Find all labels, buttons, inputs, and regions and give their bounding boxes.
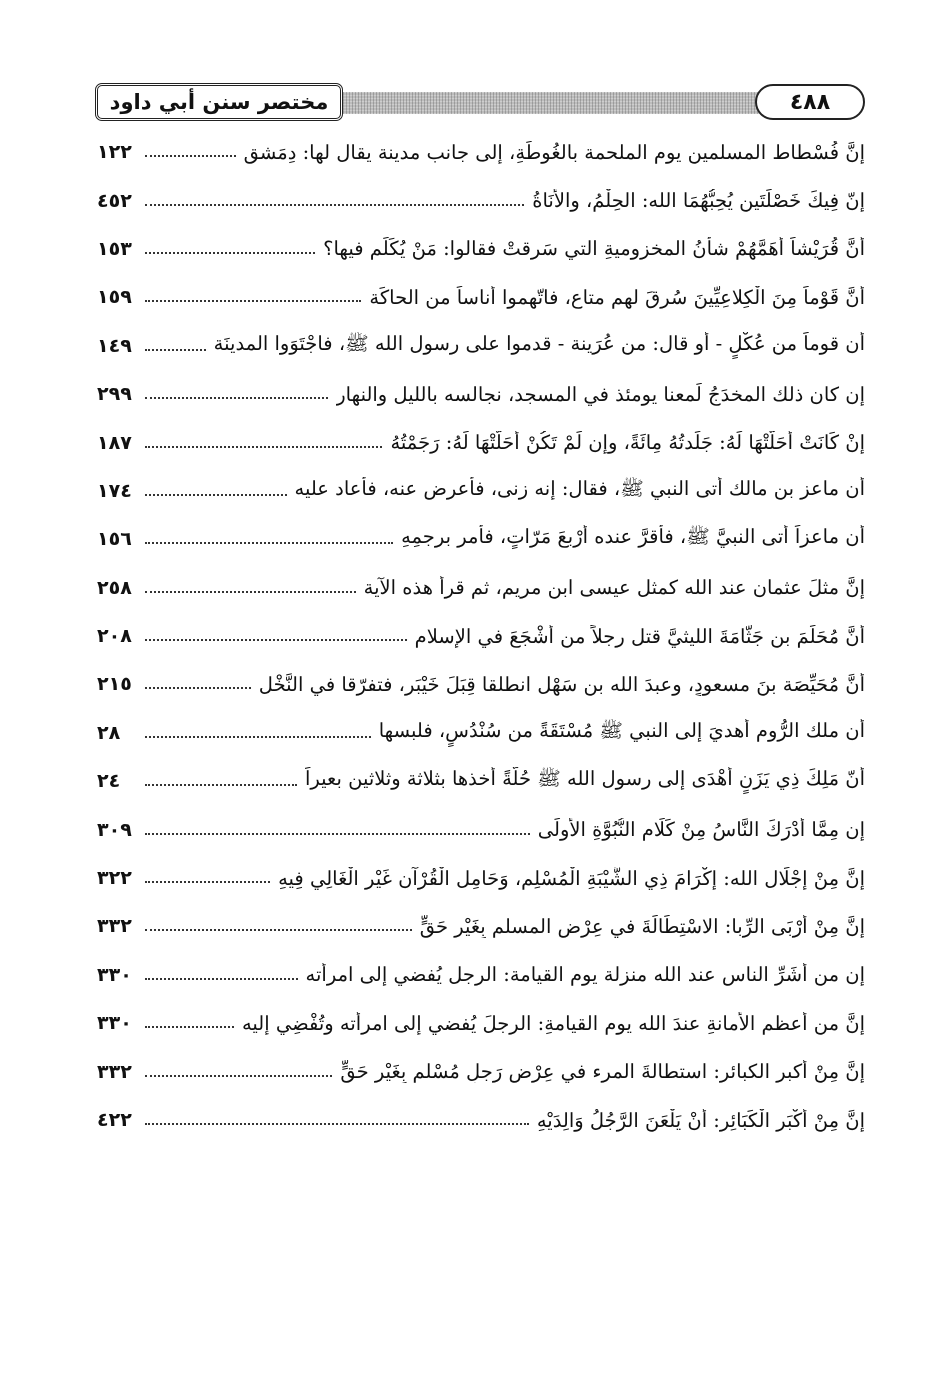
entry-text: إنّ فِيكَ خَصْلَتَينِ يُحِبُّهُمَا الله: الحِلْمُ، والأَنَاةُ — [532, 189, 865, 213]
index-entry — [97, 273, 865, 321]
entry-text: أنَّ مُحَلِّمَ بن جَثَّامَةَ الليثيَّ قتل رجلاً من أَشْجَعَ في الإسلام — [414, 624, 865, 648]
dot-leader — [145, 591, 356, 593]
entry-page-number: ٢٨ — [97, 721, 121, 744]
entry-page-number: ١٢٢ — [97, 141, 132, 164]
dot-leader — [145, 349, 206, 351]
entry-page-number: ٢١٥ — [97, 673, 132, 696]
entry-text: إن من أَشَرِّ الناس عند الله منزلة يوم القيامة: الرجل يُفضي إلى امرأته — [305, 963, 865, 987]
entry-text: إنَّ مثلَ عثمان عند الله كمثلِ عيسى ابن مريم، ثم قرأ هذه الآية — [363, 576, 865, 600]
dot-leader — [145, 784, 297, 786]
entry-page-number: ٣٣٢ — [97, 915, 132, 938]
entry-text: أن ملك الرُّوم أهديَ إلى النبي ﷺ مُسْتَقَةً من سُنْدُسٍ، فلبسها — [378, 718, 865, 742]
index-entry — [97, 805, 865, 853]
entry-text: إنْ كَانَتْ أَحَلَّتْهَا لَهُ: جَلَدتُهُ مِائَةً، وإن لَمْ تَكُنْ أَحَلَّتْهَا لَهُ: رَجَمْتُهُ — [390, 431, 865, 455]
entry-text: أن ماعز بن مالك أتى النبي ﷺ، فقال: إنه زنى، فأعرض عنه، فأعاد عليه — [294, 476, 865, 500]
entry-page-number: ١٥٣ — [97, 237, 132, 260]
dot-leader — [145, 881, 270, 883]
entry-page-number: ٤٢٢ — [97, 1109, 132, 1131]
entry-page-number: ٤٥٢ — [97, 189, 132, 212]
dot-leader — [145, 1075, 332, 1077]
dot-leader — [145, 833, 530, 835]
dot-leader — [145, 155, 236, 157]
book-title: مختصر سنن أبي داود — [109, 90, 329, 114]
dot-leader — [145, 300, 361, 302]
entry-text: إنَّ فُسْطاط المسلمين يوم الملحمة بالغُوطَةِ، إلى جانب مدينة يقال لها: دِمَشق — [243, 140, 865, 164]
dot-leader — [145, 252, 315, 254]
dot-leader — [145, 736, 371, 738]
entry-page-number: ١٥٩ — [97, 286, 132, 309]
page-number-frame — [755, 84, 865, 120]
index-entry — [97, 757, 865, 805]
entry-page-number: ٣٣٢ — [97, 1060, 132, 1083]
dot-leader — [145, 639, 407, 641]
dot-leader — [145, 1026, 234, 1028]
index-entry — [97, 515, 865, 563]
entry-text: إن مِمَّا أَدْرَكَ النَّاسُ مِنْ كَلَامِ النُّبُوَّةِ الأُولَى — [537, 818, 865, 842]
page-header — [95, 83, 865, 123]
index-entry — [97, 999, 865, 1047]
entry-page-number: ١٥٦ — [97, 528, 132, 551]
entry-page-number: ٣٣٠ — [97, 963, 132, 986]
index-entry — [97, 612, 865, 660]
entry-text: أن ماعزاً أتى النبيَّ ﷺ، فأقرَّ عنده أَرْبعَ مَرّاتٍ، فأمر برجمِهِ — [401, 525, 865, 549]
index-entry — [97, 951, 865, 999]
entry-text: إنَّ مِنْ أَرْبَى الرِّبا: الاسْتِطَالَةَ في عِرْضِ المسلم بِغَيْرِ حَقٍّ — [419, 914, 865, 938]
index-entry — [97, 370, 865, 418]
index-entry — [97, 660, 865, 708]
page-number: ٤٨٨ — [789, 89, 831, 115]
index-entry — [97, 564, 865, 612]
hadith-index-list — [97, 128, 865, 1144]
dot-leader — [145, 446, 382, 448]
entry-text: إنَّ من أعظم الأمانةِ عندَ الله يوم القيامةِ: الرجلَ يُفضي إلى امرأته وتُفْضِي إليه — [241, 1011, 865, 1035]
entry-text: إنَّ مِنْ إجْلَالِ الله: إكْرَامَ ذِي الشَّيْبَةِ الْمُسْلِمِ، وَحَامِلِ الْقُرْآنِ غَيْرِ الْغَالِي فِيهِ — [278, 866, 865, 890]
index-entry — [97, 467, 865, 515]
entry-page-number: ٢٩٩ — [97, 383, 132, 406]
dot-leader — [145, 929, 412, 931]
index-entry — [97, 225, 865, 273]
dot-leader — [145, 204, 524, 206]
index-entry — [97, 854, 865, 902]
entry-page-number: ١٨٧ — [97, 431, 132, 454]
index-entry — [97, 418, 865, 466]
entry-page-number: ١٧٤ — [97, 479, 132, 502]
entry-page-number: ٣٣٠ — [97, 1012, 132, 1035]
index-entry — [97, 128, 865, 176]
dot-leader — [145, 978, 298, 980]
entry-page-number: ١٤٩ — [97, 334, 132, 357]
entry-text: أنَّ مُحَيِّصَة بنَ مسعودٍ، وعبدَ الله بن سَهْل انطلقا قِبَلَ خَيْبَر، فتفرّقا في النَّخْلِ — [258, 672, 865, 696]
index-entry — [97, 1047, 865, 1095]
dot-leader — [145, 397, 328, 399]
entry-page-number: ٣٠٩ — [97, 818, 132, 841]
index-entry — [97, 1096, 865, 1144]
entry-text: إن كان ذلك المخدَجُ لَمعنا يومئذ في المسجد، نجالسه بالليل والنهار — [336, 382, 865, 406]
index-entry — [97, 176, 865, 224]
index-entry — [97, 322, 865, 370]
index-entry — [97, 709, 865, 757]
entry-text: أنَّ قُرَيْشاً أَهَمَّهُمْ شأنُ المخزوميةِ التي سَرقتْ فقالوا: مَنْ يُكَلِّم فيها؟ — [323, 237, 865, 261]
entry-page-number: ٢٥٨ — [97, 576, 132, 599]
index-entry — [97, 902, 865, 950]
entry-page-number: ٢٠٨ — [97, 625, 132, 648]
entry-text: أنّ مَلِكَ ذِي يَزَنٍ أَهْدَى إلى رسول الله ﷺ حُلَّةً أخذها بثلاثة وثلاثين بعيراً — [305, 767, 865, 791]
entry-text: إنَّ مِنْ أَكْبَرِ الْكَبَائِرِ: أَنْ يَلْعَنَ الرَّجُلُ وَالِدَيْهِ — [536, 1108, 865, 1132]
book-title-frame — [95, 83, 343, 121]
dot-leader — [145, 687, 251, 689]
entry-text: إنَّ مِنْ أكبر الكبائر: استطالةَ المرء في عِرْضِ رَجلٍ مُسْلمٍ بِغَيْرِ حَقٍّ — [340, 1060, 865, 1084]
entry-page-number: ٣٢٢ — [97, 867, 132, 890]
entry-text: أن قوماً من عُكْلٍ - أو قال: من عُرَينة - قدموا على رسول الله ﷺ، فاجْتَوَوا المدينَة — [213, 331, 865, 355]
dot-leader — [145, 494, 287, 496]
entry-page-number: ٢٤ — [97, 770, 121, 793]
dot-leader — [145, 542, 393, 544]
entry-text: أَنَّ قَوْماً مِنَ الْكِلاعِيِّينَ سُرِقَ لهم متاع، فاتّهموا أُناساً من الحاكَة — [369, 285, 865, 309]
dot-leader — [145, 1123, 529, 1125]
